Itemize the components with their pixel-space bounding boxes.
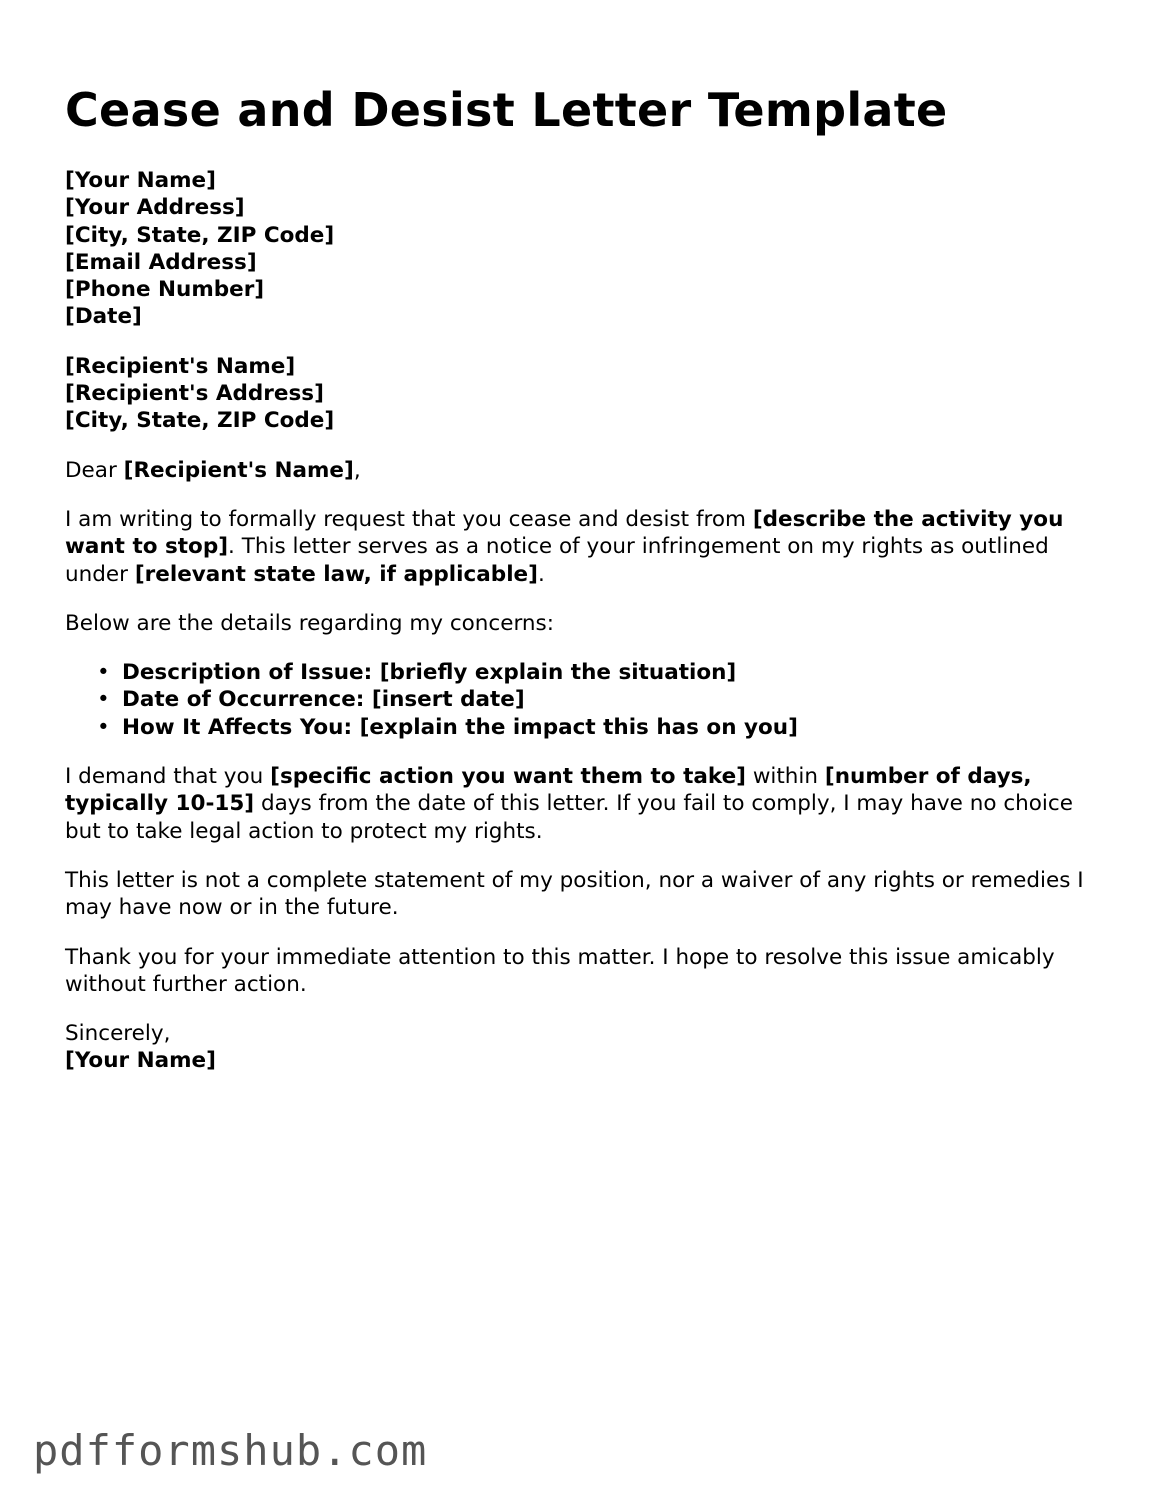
sender-name: [Your Name]: [65, 168, 216, 193]
sender-date: [Date]: [65, 304, 142, 330]
sender-address: [Your Address]: [65, 195, 245, 221]
paragraph-demand-text-2: within: [745, 764, 825, 790]
details-item-text: How It Affects You: [explain the impact this has on you]: [122, 714, 798, 740]
paragraph-demand-days: [number of days, typically 10-15]: [65, 764, 1032, 817]
paragraph-request-text-1: I am writing to formally request that you cease and desist from: [65, 506, 753, 532]
sender-block: [65, 167, 1105, 331]
bullet-icon: •: [97, 687, 110, 713]
salutation-suffix: ,: [353, 457, 361, 483]
paragraph-request-text-2: . This letter serves as a notice of your infringement on my rights as outlined under: [65, 534, 1049, 587]
closing: Sincerely,: [65, 1021, 171, 1047]
page-title: Cease and Desist Letter Template: [65, 83, 948, 137]
details-list: [65, 659, 1105, 741]
recipient-name: [Recipient's Name]: [65, 353, 296, 379]
sender-email: [Email Address]: [65, 249, 257, 275]
salutation-name: [Recipient's Name]: [123, 457, 354, 483]
paragraph-demand-text-3: days from the date of this letter. If you fail to comply, I may have no choice but to take legal action to protect my rights.: [65, 791, 1073, 844]
bullet-icon: •: [97, 660, 110, 686]
salutation: [65, 457, 1105, 484]
closing-block: [65, 1020, 1105, 1075]
paragraph-request-text-3: .: [537, 561, 545, 587]
list-item: [97, 714, 1105, 741]
paragraph-request-activity: [describe the activity you want to stop]: [65, 506, 1064, 560]
paragraph-demand-action: [specific action you want them to take]: [270, 764, 746, 790]
recipient-city-state-zip: [City, State, ZIP Code]: [65, 408, 335, 434]
paragraph-reservation: This letter is not a complete statement of my position, nor a waiver of any rights or remedies I may have now or in the future.: [65, 867, 1084, 921]
details-item-text: Date of Occurrence: [insert date]: [122, 687, 525, 713]
paragraph-demand: [65, 763, 1105, 845]
paragraph-request: [65, 506, 1105, 588]
sender-city-state-zip: [City, State, ZIP Code]: [65, 222, 335, 248]
watermark: pdfformshub.com: [33, 1426, 428, 1475]
details-item-text: Description of Issue: [briefly explain the situation]: [122, 660, 737, 686]
paragraph-demand-text-1: I demand that you: [65, 764, 271, 790]
list-item: [97, 659, 1105, 686]
recipient-address: [Recipient's Address]: [65, 381, 324, 407]
paragraph-request-law: [relevant state law, if applicable]: [134, 561, 538, 587]
bullet-icon: •: [97, 714, 110, 740]
letter-page: [65, 78, 1105, 1075]
sender-phone: [Phone Number]: [65, 277, 265, 303]
paragraph-thanks: Thank you for your immediate attention to this matter. I hope to resolve this issue amicably without further action.: [65, 944, 1055, 997]
details-intro: Below are the details regarding my concerns:: [65, 610, 554, 636]
signature-name: [Your Name]: [65, 1048, 216, 1074]
salutation-prefix: Dear: [65, 457, 124, 483]
recipient-block: [65, 353, 1105, 435]
list-item: [97, 686, 1105, 713]
